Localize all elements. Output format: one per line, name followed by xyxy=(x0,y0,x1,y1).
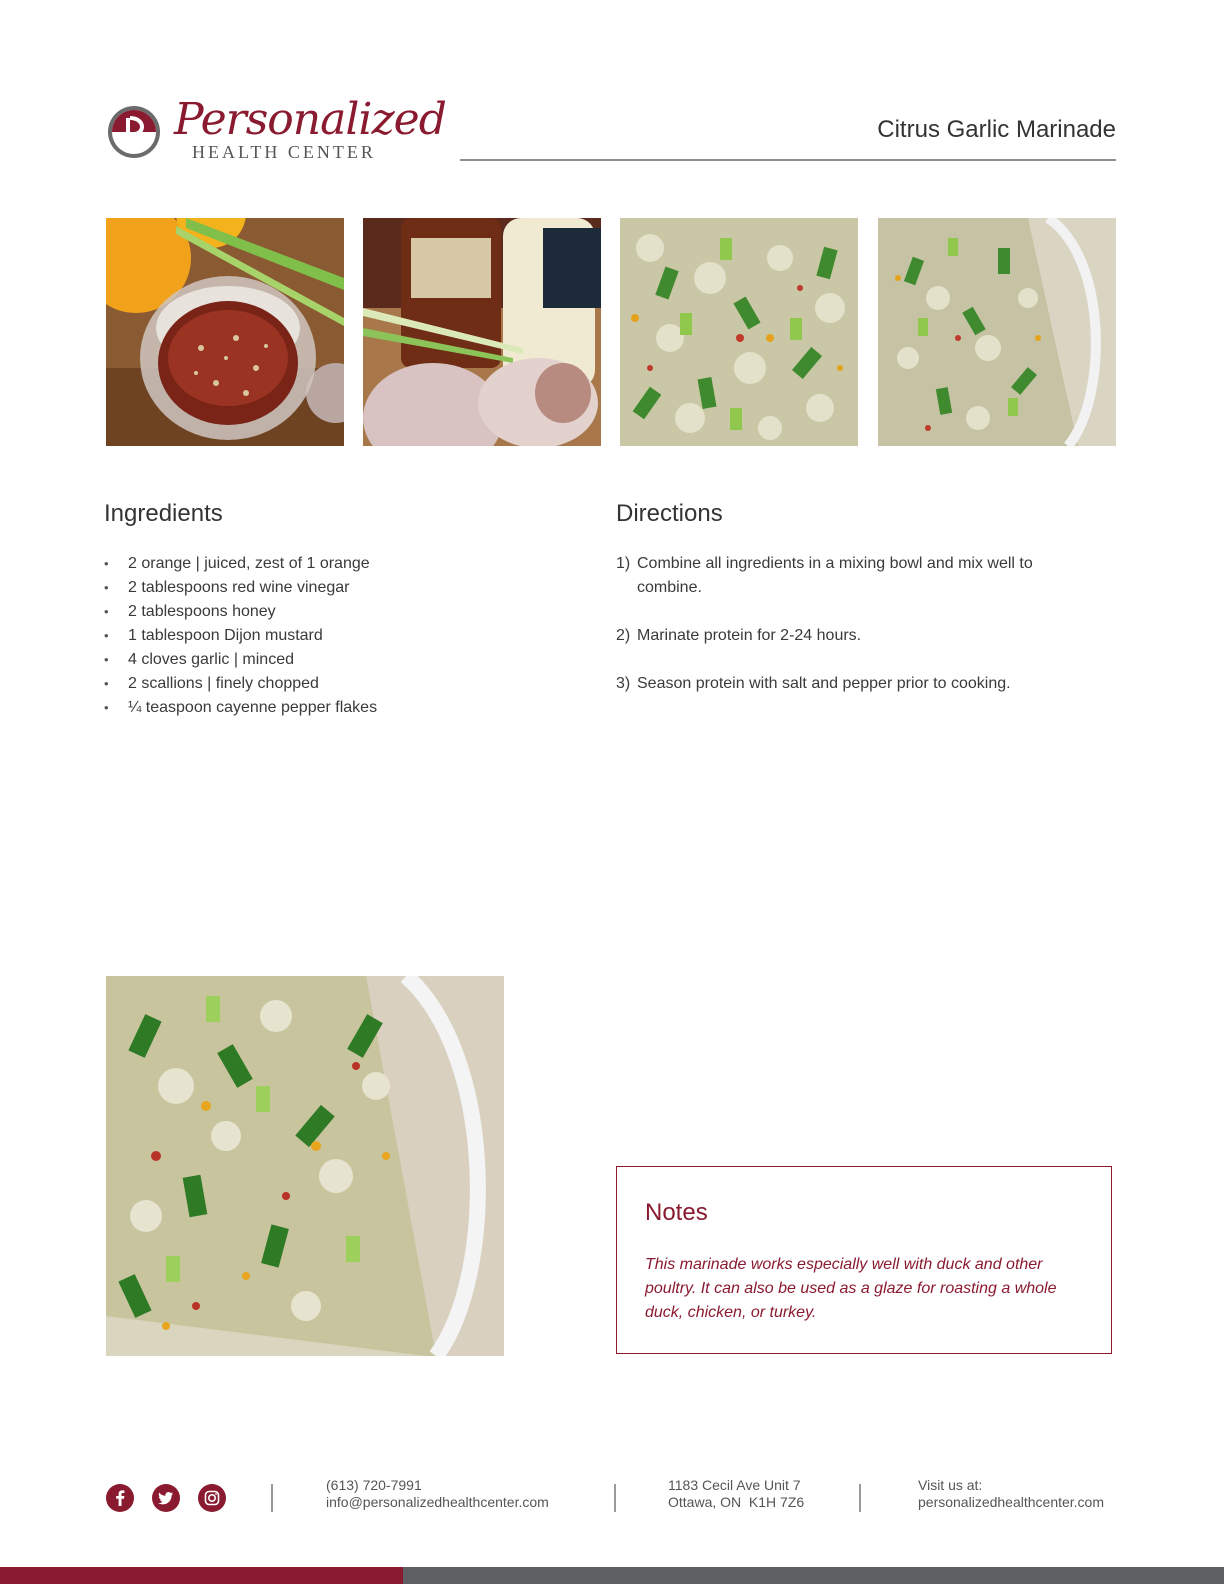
facebook-icon xyxy=(106,1484,134,1512)
logo-script-text: Personalized xyxy=(174,94,446,145)
footer-bar-brand xyxy=(0,1567,403,1584)
list-item: • 1 tablespoon Dijon mustard xyxy=(104,624,544,648)
footer-bar-grey xyxy=(403,1567,1224,1584)
logo-mark-icon xyxy=(106,104,166,164)
photo-marinade-dish xyxy=(878,218,1116,446)
footer-address-line1: 1183 Cecil Ave Unit 7 xyxy=(668,1477,801,1493)
step-text: Season protein with salt and pepper prior to cooking. xyxy=(637,675,1011,692)
photo-honey-mustard-garlic xyxy=(363,218,601,446)
footer-divider xyxy=(859,1484,861,1512)
footer-address xyxy=(668,1477,804,1511)
recipe-title: Citrus Garlic Marinade xyxy=(877,116,1116,143)
logo-subtitle: HEALTH CENTER xyxy=(192,142,376,162)
list-item xyxy=(616,552,1086,600)
step-text: Combine all ingredients in a mixing bowl and mix well to combine. xyxy=(637,555,1033,596)
photo-marinade-closeup xyxy=(620,218,858,446)
step-number: 3) xyxy=(616,675,631,692)
step-text: Marinate protein for 2-24 hours. xyxy=(637,627,862,644)
footer-website-link[interactable]: personalizedhealthcenter.com xyxy=(918,1494,1105,1510)
footer-website xyxy=(918,1477,1104,1511)
twitter-icon xyxy=(152,1484,180,1512)
footer-divider xyxy=(614,1484,616,1512)
instagram-link[interactable] xyxy=(198,1484,226,1512)
title-underline xyxy=(460,159,1116,161)
ingredients-heading: Ingredients xyxy=(104,500,223,527)
photo-chili-flakes xyxy=(106,218,344,446)
list-item xyxy=(616,624,1086,648)
notes-text: This marinade works especially well with duck and other poultry. It can also be used as a glaze for roasting a whole duck, chicken, or turkey. xyxy=(645,1256,1057,1321)
list-item: • 4 cloves garlic | minced xyxy=(104,648,544,672)
twitter-link[interactable] xyxy=(152,1484,180,1512)
step-number: 1) xyxy=(616,555,631,572)
footer-visit-label: Visit us at: xyxy=(918,1477,983,1493)
list-item: • 2 scallions | finely chopped xyxy=(104,672,544,696)
footer-email[interactable]: info@personalizedhealthcenter.com xyxy=(326,1494,549,1510)
footer-contact xyxy=(326,1477,549,1511)
ingredients-list xyxy=(104,552,544,720)
step-number: 2) xyxy=(616,627,631,644)
list-item: • 2 tablespoons honey xyxy=(104,600,544,624)
footer-divider xyxy=(271,1484,273,1512)
list-item xyxy=(616,672,1086,696)
notes-heading: Notes xyxy=(645,1199,708,1226)
directions-list xyxy=(616,552,1086,720)
photo-marinade-large xyxy=(106,976,504,1356)
footer-phone[interactable]: (613) 720-7991 xyxy=(326,1477,422,1493)
list-item: • 2 orange | juiced, zest of 1 orange xyxy=(104,552,544,576)
directions-heading: Directions xyxy=(616,500,723,527)
list-item: • ¼ teaspoon cayenne pepper flakes xyxy=(104,696,544,720)
list-item: • 2 tablespoons red wine vinegar xyxy=(104,576,544,600)
instagram-icon xyxy=(198,1484,226,1512)
facebook-link[interactable] xyxy=(106,1484,134,1512)
footer-address-line2: Ottawa, ON K1H 7Z6 xyxy=(668,1494,805,1510)
notes-box xyxy=(616,1166,1112,1354)
